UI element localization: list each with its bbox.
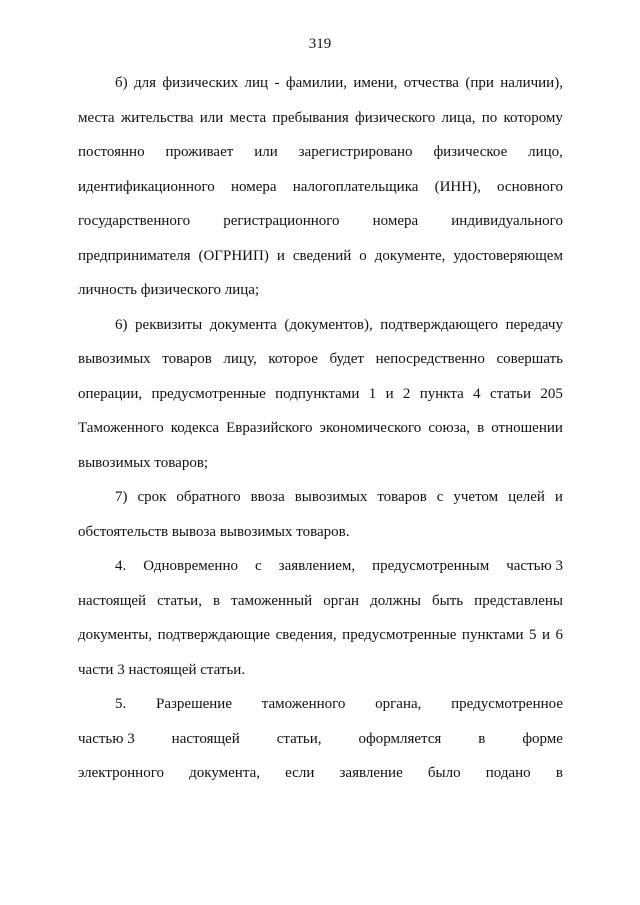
text-line: [78, 756, 563, 791]
word: подано: [485, 765, 531, 781]
word: подтверждающего: [380, 316, 499, 333]
text-line: [78, 653, 563, 688]
paragraph-p-4: [78, 549, 563, 687]
word: статьи: [489, 385, 532, 402]
word: Одновременно: [143, 558, 238, 574]
word: Евразийского: [226, 420, 313, 436]
word: сведения,: [275, 627, 337, 643]
word: передачу: [505, 316, 563, 333]
word: подтверждающие: [157, 627, 271, 643]
word: союза,: [428, 420, 471, 436]
word: 4.: [115, 558, 127, 574]
text-line: [78, 515, 563, 550]
text-line: [78, 411, 563, 446]
word: учетом: [453, 489, 499, 505]
word: проживает: [165, 144, 234, 160]
word: физическое: [433, 144, 508, 160]
word: лиц: [244, 75, 269, 91]
word: настоящей: [78, 592, 147, 609]
word: места: [229, 109, 267, 126]
word: зарегистрировано: [298, 144, 413, 160]
word: физического: [355, 109, 436, 126]
word: физических: [162, 75, 239, 91]
text-line: [78, 239, 563, 274]
word: документы,: [78, 627, 153, 643]
word: лицу,: [223, 351, 257, 367]
text-line: [78, 446, 563, 481]
word: пребывания: [272, 109, 349, 126]
word: заявлением,: [278, 558, 356, 574]
word: 6): [115, 316, 128, 333]
word: Таможенного: [78, 420, 164, 436]
word: индивидуального: [451, 213, 563, 229]
word: реквизиты: [135, 316, 203, 333]
text-line: [78, 687, 563, 722]
word: орган: [323, 592, 360, 609]
word: вывозимых товаров;: [78, 454, 209, 471]
word: и: [541, 627, 550, 643]
text-line: [78, 722, 563, 757]
word: ввоза: [250, 489, 285, 505]
word: 205: [540, 385, 563, 402]
word: наличии),: [500, 75, 563, 91]
word: быть: [432, 592, 464, 609]
text-line: [78, 549, 563, 584]
word: документа,: [189, 765, 260, 781]
text-line: [78, 308, 563, 343]
text-line: [78, 204, 563, 239]
word: личность физического лица;: [78, 282, 260, 298]
word: о: [359, 247, 367, 264]
word: и: [554, 489, 563, 505]
word: частью 3: [506, 558, 563, 574]
word: с: [436, 489, 444, 505]
word: места: [78, 109, 115, 126]
word: и: [276, 247, 285, 264]
word: настоящей: [171, 730, 240, 747]
word: 7): [115, 489, 128, 505]
word: срок: [137, 489, 167, 505]
word: идентификационного: [78, 178, 215, 195]
word: лица,: [441, 109, 476, 126]
word: таможенный: [231, 592, 313, 609]
word: оформляется: [358, 730, 442, 747]
text-line: [78, 101, 563, 136]
word: -: [274, 75, 280, 91]
word: таможенного: [261, 696, 346, 712]
word: электронного: [78, 765, 164, 781]
word: предусмотренные: [151, 385, 266, 402]
word: 4: [473, 385, 481, 402]
word: для: [134, 75, 157, 91]
word: кодекса: [170, 420, 220, 436]
word: операции,: [78, 385, 143, 402]
word: номера: [372, 213, 419, 229]
text-line: [78, 342, 563, 377]
word: номера: [230, 178, 277, 195]
word: статьи,: [157, 592, 202, 609]
word: в: [477, 420, 485, 436]
word: (документов),: [284, 316, 373, 333]
word: совершать: [496, 351, 563, 367]
word: или: [254, 144, 278, 160]
word: лицо,: [528, 144, 563, 160]
text-line: [78, 135, 563, 170]
word: с: [255, 558, 262, 574]
word: государственного: [78, 213, 191, 229]
word: 5: [528, 627, 537, 643]
word: вывозимых: [294, 489, 368, 505]
word: форме: [522, 730, 563, 747]
word: будет: [329, 351, 364, 367]
word: обстоятельств вывоза вывозимых товаров.: [78, 523, 350, 540]
word: в: [213, 592, 221, 609]
text-line: [78, 66, 563, 101]
word: отчества: [403, 75, 459, 91]
word: представлены: [474, 592, 563, 609]
word: 5.: [115, 696, 127, 712]
word: регистрационного: [223, 213, 340, 229]
document-body: [78, 66, 563, 791]
word: б): [115, 75, 128, 91]
word: имени,: [353, 75, 398, 91]
word: 1: [368, 385, 377, 402]
word: пунктами: [461, 627, 524, 643]
page-number: 319: [308, 36, 332, 52]
word: частью 3: [78, 730, 135, 747]
word: 2: [402, 385, 411, 402]
word: статьи,: [276, 730, 322, 747]
word: в: [555, 765, 563, 781]
word: подпунктами: [275, 385, 360, 402]
word: которому: [503, 109, 563, 126]
word: по: [481, 109, 498, 126]
word: вывозимых: [78, 351, 151, 367]
word: сведений: [292, 247, 352, 264]
word: предусмотренным: [372, 558, 490, 574]
word: документе,: [374, 247, 446, 264]
text-line: [78, 170, 563, 205]
word: обратного: [176, 489, 241, 505]
word: жительства: [120, 109, 194, 126]
word: если: [285, 765, 315, 781]
text-line: [78, 618, 563, 653]
word: непосредственно: [375, 351, 485, 367]
word: основного: [497, 178, 563, 195]
paragraph-p-6: [78, 308, 563, 481]
word: (ОГРНИП): [198, 247, 269, 264]
word: постоянно: [78, 144, 145, 160]
word: (при: [465, 75, 494, 91]
word: Разрешение: [155, 696, 232, 712]
text-line: [78, 584, 563, 619]
word: органа,: [375, 696, 422, 712]
word: целей: [508, 489, 545, 505]
word: или: [199, 109, 224, 126]
word: (ИНН),: [434, 178, 481, 195]
word: товаров: [377, 489, 427, 505]
word: было: [427, 765, 461, 781]
word: в: [478, 730, 486, 747]
word: удостоверяющем: [453, 247, 563, 264]
word: и: [385, 385, 394, 402]
word: заявление: [339, 765, 403, 781]
word: которое: [268, 351, 318, 367]
word: предусмотренные: [342, 627, 457, 643]
word: предусмотренное: [451, 696, 563, 712]
paragraph-p-7: [78, 480, 563, 549]
word: налогоплательщика: [292, 178, 419, 195]
word: отношении: [491, 420, 563, 436]
text-line: [78, 273, 563, 308]
word: предпринимателя: [78, 247, 191, 264]
word: должны: [370, 592, 421, 609]
word: экономического: [319, 420, 422, 436]
word: пункта: [419, 385, 464, 402]
word: товаров: [162, 351, 212, 367]
word: 6: [555, 627, 563, 643]
word: фамилии,: [285, 75, 348, 91]
text-line: [78, 480, 563, 515]
word: документа: [209, 316, 277, 333]
text-line: [78, 377, 563, 412]
paragraph-p-b: [78, 66, 563, 308]
word: части 3 настоящей статьи.: [78, 661, 246, 678]
paragraph-p-5: [78, 687, 563, 791]
